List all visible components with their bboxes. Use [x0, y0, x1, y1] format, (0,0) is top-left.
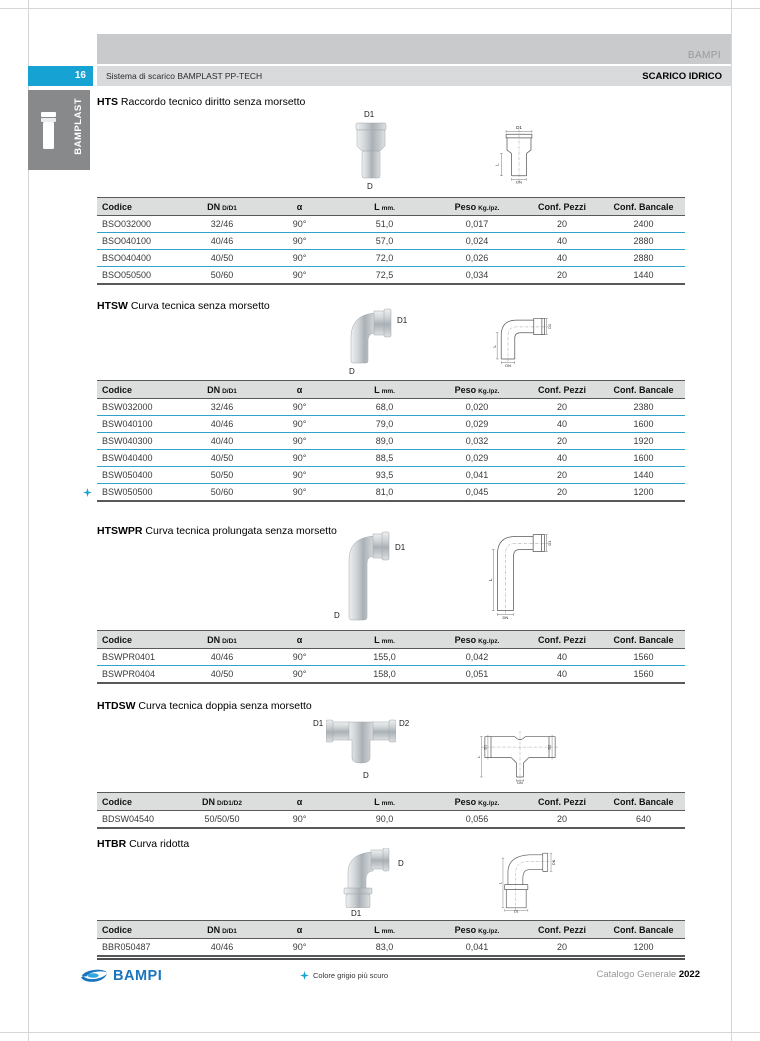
section-title — [97, 525, 337, 537]
cell-bancale: 1440 — [602, 467, 685, 484]
catalog-reference — [596, 969, 700, 980]
photo-label-d: D — [363, 771, 369, 780]
cell-dn: 32/46 — [182, 399, 262, 416]
cell-l: 79,0 — [337, 416, 432, 433]
cell-codice: BSW050500 — [97, 484, 182, 502]
cell-l: 158,0 — [337, 666, 432, 684]
product-description: Curva tecnica prolungata senza morsetto — [145, 525, 337, 537]
table-row — [97, 811, 685, 829]
cell-dn: 50/50 — [182, 467, 262, 484]
cell-pezzi: 40 — [522, 416, 602, 433]
cell-pezzi: 40 — [522, 666, 602, 684]
cell-bancale: 1200 — [602, 484, 685, 502]
cell-codice: BSW040100 — [97, 416, 182, 433]
cell-dn: 40/46 — [182, 939, 262, 957]
product-photo-htdsw — [326, 712, 396, 768]
cell-bancale: 1600 — [602, 450, 685, 467]
cell-l: 88,5 — [337, 450, 432, 467]
cell-l: 51,0 — [337, 216, 432, 233]
table-row — [97, 467, 685, 484]
col-header-dn: DN D/D1 — [182, 631, 262, 649]
product-photo-htswpr — [342, 530, 392, 623]
cell-pezzi: 40 — [522, 233, 602, 250]
col-header-l: L mm. — [337, 381, 432, 399]
cell-bancale: 1560 — [602, 649, 685, 666]
table-row — [97, 267, 685, 285]
cell-peso: 0,017 — [432, 216, 522, 233]
cell-alpha: 90° — [262, 649, 337, 666]
tech-drawing-htswpr — [488, 528, 552, 620]
cell-l: 83,0 — [337, 939, 432, 957]
cell-dn: 40/46 — [182, 649, 262, 666]
marked-diamond-icon — [83, 488, 92, 497]
table-row — [97, 416, 685, 433]
col-header-bancale: Conf. Bancale — [602, 631, 685, 649]
photo-label-d2: D2 — [399, 719, 410, 728]
cell-bancale: 2400 — [602, 216, 685, 233]
col-header-alpha: α — [262, 793, 337, 811]
header-band — [97, 34, 731, 64]
cell-codice: BSW040400 — [97, 450, 182, 467]
section-title — [97, 700, 312, 712]
trim-line-top — [0, 8, 760, 9]
cell-l: 72,5 — [337, 267, 432, 285]
dim-label-dn: DN — [552, 859, 556, 865]
trim-line-right — [731, 0, 732, 1041]
pipe-fitting-icon — [40, 112, 57, 150]
cell-alpha: 90° — [262, 267, 337, 285]
table-row — [97, 939, 685, 957]
trim-line-bottom — [0, 1032, 760, 1033]
col-header-bancale: Conf. Bancale — [602, 381, 685, 399]
table-header-row — [97, 631, 685, 649]
col-header-dn: DN D/D1 — [182, 921, 262, 939]
cell-l: 72,0 — [337, 250, 432, 267]
cell-dn: 50/50/50 — [182, 811, 262, 829]
cell-dn: 40/50 — [182, 666, 262, 684]
col-header-pezzi: Conf. Pezzi — [522, 631, 602, 649]
col-header-codice: Codice — [97, 631, 182, 649]
product-table-htdsw — [97, 792, 685, 829]
cell-codice: BSO032000 — [97, 216, 182, 233]
photo-label-d1: D1 — [351, 909, 362, 918]
section-htbr — [97, 838, 685, 958]
cell-codice: BSO050500 — [97, 267, 182, 285]
cell-pezzi: 20 — [522, 467, 602, 484]
cell-peso: 0,026 — [432, 250, 522, 267]
cell-dn: 50/60 — [182, 267, 262, 285]
cell-pezzi: 20 — [522, 811, 602, 829]
table-header-row — [97, 198, 685, 216]
tech-drawing-htdsw — [476, 726, 564, 784]
note-diamond-icon — [300, 971, 309, 980]
cell-alpha: 90° — [262, 250, 337, 267]
col-header-alpha: α — [262, 631, 337, 649]
cell-bancale: 2880 — [602, 250, 685, 267]
col-header-codice: Codice — [97, 793, 182, 811]
cell-alpha: 90° — [262, 233, 337, 250]
brand-text: BAMPI — [687, 50, 721, 61]
cell-peso: 0,045 — [432, 484, 522, 502]
product-table-htsw — [97, 380, 685, 502]
col-header-bancale: Conf. Bancale — [602, 198, 685, 216]
table-row — [97, 649, 685, 666]
col-header-peso: Peso Kg./pz. — [432, 198, 522, 216]
col-header-alpha: α — [262, 198, 337, 216]
dim-label-dn: DN — [517, 780, 523, 784]
cell-dn: 40/50 — [182, 450, 262, 467]
col-header-alpha: α — [262, 921, 337, 939]
section-title — [97, 300, 270, 312]
col-header-alpha: α — [262, 381, 337, 399]
tech-drawing-htbr — [498, 848, 556, 913]
cell-alpha: 90° — [262, 467, 337, 484]
cell-peso: 0,032 — [432, 433, 522, 450]
table-header-row — [97, 381, 685, 399]
product-table-hts — [97, 197, 685, 285]
cell-pezzi: 40 — [522, 450, 602, 467]
section-title — [97, 838, 189, 850]
product-photo-htbr — [340, 848, 394, 908]
cell-l: 57,0 — [337, 233, 432, 250]
product-description: Curva ridotta — [129, 838, 190, 850]
table-header-row — [97, 921, 685, 939]
table-row — [97, 216, 685, 233]
col-header-l: L mm. — [337, 921, 432, 939]
cell-alpha: 90° — [262, 433, 337, 450]
dim-label-dn: DN — [505, 363, 511, 368]
table-header-row — [97, 793, 685, 811]
col-header-codice: Codice — [97, 921, 182, 939]
cell-peso: 0,041 — [432, 939, 522, 957]
dim-label-d1: D1 — [546, 540, 552, 546]
dim-label-d1: D1 — [546, 323, 552, 329]
cell-codice: BSO040100 — [97, 233, 182, 250]
tech-drawing-htsw — [492, 312, 552, 368]
col-header-bancale: Conf. Bancale — [602, 921, 685, 939]
cell-alpha: 90° — [262, 416, 337, 433]
photo-label-d1: D1 — [395, 543, 406, 552]
product-description: Raccordo tecnico diritto senza morsetto — [120, 96, 306, 108]
product-photo-hts — [349, 122, 393, 179]
cell-dn: 40/46 — [182, 233, 262, 250]
product-code: HTSWPR — [97, 525, 143, 537]
catalog-year: 2022 — [678, 969, 700, 980]
product-code: HTS — [97, 96, 118, 108]
section-htsw — [97, 300, 685, 525]
dim-label-l: L — [488, 578, 493, 581]
cell-bancale: 1600 — [602, 416, 685, 433]
cell-codice: BSWPR0401 — [97, 649, 182, 666]
cell-alpha: 90° — [262, 399, 337, 416]
table-row — [97, 433, 685, 450]
cell-bancale: 640 — [602, 811, 685, 829]
cell-peso: 0,042 — [432, 649, 522, 666]
col-header-l: L mm. — [337, 793, 432, 811]
cell-pezzi: 20 — [522, 216, 602, 233]
cell-dn: 32/46 — [182, 216, 262, 233]
col-header-dn: DN D/D1 — [182, 381, 262, 399]
cell-pezzi: 20 — [522, 939, 602, 957]
col-header-pezzi: Conf. Pezzi — [522, 921, 602, 939]
cell-bancale: 2380 — [602, 399, 685, 416]
col-header-pezzi: Conf. Pezzi — [522, 793, 602, 811]
col-header-peso: Peso Kg./pz. — [432, 381, 522, 399]
system-title: Sistema di scarico BAMPLAST PP-TECH — [106, 71, 263, 81]
product-photo-htsw — [345, 308, 392, 366]
cell-peso: 0,051 — [432, 666, 522, 684]
cell-peso: 0,056 — [432, 811, 522, 829]
footer-rule — [97, 958, 685, 960]
dim-label-d1: D1 — [516, 125, 522, 131]
table-row — [97, 233, 685, 250]
col-header-codice: Codice — [97, 198, 182, 216]
cell-peso: 0,029 — [432, 416, 522, 433]
col-header-pezzi: Conf. Pezzi — [522, 381, 602, 399]
cell-l: 155,0 — [337, 649, 432, 666]
cell-peso: 0,034 — [432, 267, 522, 285]
cell-codice: BBR050487 — [97, 939, 182, 957]
photo-label-d: D — [398, 859, 404, 868]
product-table-htswpr — [97, 630, 685, 684]
dim-label-l: L — [498, 881, 503, 884]
cell-dn: 50/60 — [182, 484, 262, 502]
col-header-peso: Peso Kg./pz. — [432, 921, 522, 939]
col-header-peso: Peso Kg./pz. — [432, 631, 522, 649]
table-row — [97, 484, 685, 502]
cell-bancale: 1200 — [602, 939, 685, 957]
photo-label-d: D — [349, 367, 355, 376]
product-table-htbr — [97, 920, 685, 957]
cell-l: 90,0 — [337, 811, 432, 829]
cell-l: 68,0 — [337, 399, 432, 416]
dim-label-l: L — [492, 345, 497, 348]
cell-dn: 40/50 — [182, 250, 262, 267]
bampi-logo-text: BAMPI — [113, 967, 163, 984]
col-header-codice: Codice — [97, 381, 182, 399]
col-header-pezzi: Conf. Pezzi — [522, 198, 602, 216]
cell-l: 93,5 — [337, 467, 432, 484]
photo-label-d: D — [334, 611, 340, 620]
photo-label-d1: D1 — [364, 110, 375, 119]
cell-codice: BSWPR0404 — [97, 666, 182, 684]
cell-peso: 0,020 — [432, 399, 522, 416]
cell-alpha: 90° — [262, 811, 337, 829]
cell-bancale: 2880 — [602, 233, 685, 250]
cell-l: 81,0 — [337, 484, 432, 502]
col-header-l: L mm. — [337, 198, 432, 216]
col-header-peso: Peso Kg./pz. — [432, 793, 522, 811]
photo-label-d1: D1 — [397, 316, 408, 325]
sidebar-label: BAMPLAST — [73, 98, 84, 155]
col-header-bancale: Conf. Bancale — [602, 793, 685, 811]
cell-alpha: 90° — [262, 216, 337, 233]
photo-label-d1: D1 — [313, 719, 324, 728]
cell-bancale: 1560 — [602, 666, 685, 684]
cell-bancale: 1440 — [602, 267, 685, 285]
cell-peso: 0,029 — [432, 450, 522, 467]
bampi-logo-icon — [80, 966, 108, 985]
cell-peso: 0,024 — [432, 233, 522, 250]
cell-alpha: 90° — [262, 484, 337, 502]
section-htswpr — [97, 525, 685, 700]
dim-label-d1: D1 — [483, 744, 488, 750]
product-code: HTBR — [97, 838, 127, 850]
cell-dn: 40/40 — [182, 433, 262, 450]
product-description: Curva tecnica doppia senza morsetto — [138, 700, 312, 712]
cell-codice: BSO040400 — [97, 250, 182, 267]
cell-alpha: 90° — [262, 450, 337, 467]
col-header-l: L mm. — [337, 631, 432, 649]
photo-label-d: D — [367, 182, 373, 191]
sidebar-tab — [28, 90, 90, 170]
dim-label-l: L — [477, 755, 482, 758]
table-row — [97, 399, 685, 416]
footer-note — [300, 971, 388, 980]
section-title — [97, 96, 305, 108]
cell-peso: 0,041 — [432, 467, 522, 484]
cell-pezzi: 20 — [522, 267, 602, 285]
cell-codice: BSW050400 — [97, 467, 182, 484]
section-header: SCARICO IDRICO — [642, 70, 722, 82]
table-row — [97, 250, 685, 267]
product-code: HTSW — [97, 300, 128, 312]
col-header-dn: DN D/D1 — [182, 198, 262, 216]
dim-label-d1: D1 — [513, 909, 519, 913]
cell-pezzi: 20 — [522, 484, 602, 502]
cell-pezzi: 40 — [522, 649, 602, 666]
dim-label-dn: DN — [516, 179, 522, 184]
dim-label-d2: D2 — [547, 744, 552, 750]
cell-bancale: 1920 — [602, 433, 685, 450]
cell-alpha: 90° — [262, 666, 337, 684]
footer-note-text: Colore grigio più scuro — [313, 971, 389, 980]
cell-codice: BSW040300 — [97, 433, 182, 450]
catalog-label: Catalogo Generale — [596, 969, 679, 980]
product-code: HTDSW — [97, 700, 136, 712]
section-htdsw — [97, 700, 685, 838]
cell-pezzi: 20 — [522, 399, 602, 416]
cell-alpha: 90° — [262, 939, 337, 957]
bampi-logo — [80, 966, 162, 985]
dim-label-l: L — [494, 163, 500, 166]
cell-dn: 40/46 — [182, 416, 262, 433]
title-bar — [97, 66, 731, 86]
col-header-dn: DN D/D1/D2 — [182, 793, 262, 811]
cell-l: 89,0 — [337, 433, 432, 450]
page-number: 16 — [28, 66, 93, 86]
cell-codice: BDSW04540 — [97, 811, 182, 829]
table-row — [97, 450, 685, 467]
table-row — [97, 666, 685, 684]
tech-drawing-hts — [493, 125, 545, 184]
dim-label-dn: DN — [502, 615, 509, 620]
product-description: Curva tecnica senza morsetto — [130, 300, 270, 312]
cell-pezzi: 20 — [522, 433, 602, 450]
cell-pezzi: 40 — [522, 250, 602, 267]
cell-codice: BSW032000 — [97, 399, 182, 416]
section-hts — [97, 96, 685, 300]
